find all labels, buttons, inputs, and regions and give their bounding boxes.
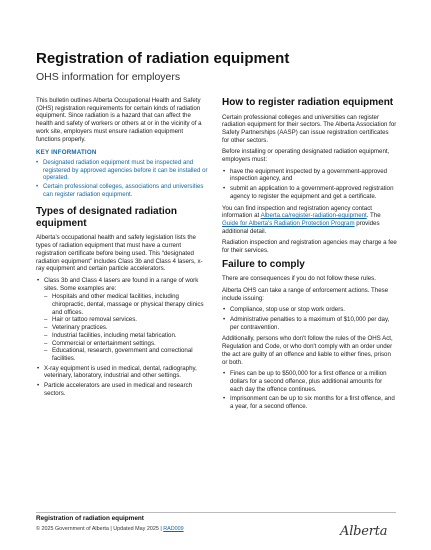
footer-title: Registration of radiation equipment [36,515,144,522]
list-item: • Fines can be up to $500,000 for a first offence or a million dollars for a second offence, plus additional amounts for each day the offence continues. [222,370,397,393]
footer-copyright: © 2025 Government of Alberta | Updated May 2025 | [36,526,164,532]
list-item: • Particle accelerators are used in medical and research sectors. [36,382,208,397]
alberta-logo: Alberta [340,524,388,539]
list-item: • submit an application to a government-approved registration agency to register the equipment and get a certificate. [222,185,397,200]
how-paragraph-3-text: . The [366,212,381,220]
types-paragraph: Alberta's occupational health and safety legislation lists the types of radiation equipment that must have a current registration certificate before being used. This “designated radiation equipment” includes Class 3b and Class 4 lasers, x-ray equipment and certain particle accelerators. [36,234,203,273]
right-column [222,97,397,415]
enforcement-actions-list [222,306,397,331]
header [36,50,396,83]
footer-divider [36,512,396,513]
key-information-box [36,149,208,198]
failure-paragraph-3: Additionally, persons who don't follow the rules of the OHS Act, Regulation and Code, or who don't comply with an order under the act are guilty of an offence and liable to either fines, prison or both. [222,335,393,366]
list-item: • have the equipment inspected by a government-approved inspection agency, and [222,168,397,183]
types-list [36,277,208,398]
list-item: • Administrative penalties to a maximum of $10,000 per day, per contravention. [222,316,397,331]
intro-paragraph: This bulletin outlines Alberta Occupational Health and Safety (OHS) registration requirements for certain kinds of radiation equipment. Since radiation is a hazard that can affect the health and safety of workers or others at or in the vicinity of a work site, employers must ensure radiation equipment functions properly. [36,97,202,143]
page-subtitle: OHS information for employers [36,71,181,83]
list-item: • Compliance, stop use or stop work orders. [222,306,397,314]
lasers-item-text: Class 3b and Class 4 lasers are found in a range of work sites. Some examples are: [44,276,199,292]
list-item: – Commercial or entertainment settings. [44,340,208,348]
how-paragraph-4: Radiation inspection and registration agencies may charge a fee for their services. [222,239,397,255]
list-item [36,277,208,363]
list-item: – Hair or tattoo removal services. [44,316,208,324]
how-paragraph-3-text: provides additional detail. [222,219,380,235]
how-paragraph-1: Certain professional colleges and universities can register radiation equipment for their sectors. The Alberta Association for Safety Partnerships (AASP) can issue registration certificates for other sectors. [222,113,397,144]
penalties-list [222,370,397,411]
register-radiation-equipment-link[interactable]: Alberta.ca/register-radiation-equipment [260,212,367,220]
failure-paragraph-2: Alberta OHS can take a range of enforcement actions. These include issuing: [222,286,389,302]
how-paragraph-2: Before installing or operating designated radiation equipment, employers must: [222,148,390,164]
how-to-register-heading: How to register radiation equipment [222,97,394,108]
key-information-item: • Certain professional colleges, associations and universities can register radiation equipment. [36,183,208,198]
employer-steps-list [222,168,397,201]
radiation-protection-guide-link[interactable]: Guide for Alberta's Radiation Protection Program [222,219,355,227]
laser-examples-list [44,293,208,362]
key-information-heading: KEY INFORMATION [36,149,97,157]
failure-to-comply-heading: Failure to comply [222,258,305,270]
how-paragraph-3-text: You can find inspection and registration agency contact information at [222,204,372,220]
left-column [36,97,208,402]
list-item: – Hospitals and other medical facilities, including chiropractic, dental, massage or physical therapy clinics and offices. [44,293,208,316]
list-item: – Veterinary practices. [44,324,208,332]
types-heading: Types of designated radiation equipment [36,206,177,229]
how-paragraph-3 [222,205,397,236]
footer-code-link[interactable]: RAD009 [163,526,184,532]
list-item: – Industrial facilities, including metal fabrication. [44,332,208,340]
page-title: Registration of radiation equipment [36,50,290,67]
list-item: – Educational, research, government and correctional facilities. [44,347,208,362]
list-item: • Imprisonment can be up to six months for a first offence, and a year, for a second offence. [222,395,397,410]
list-item: • X-ray equipment is used in medical, dental, radiography, veterinary, laboratory, industrial and other settings. [36,365,208,380]
failure-paragraph-1: There are consequences if you do not follow these rules. [222,275,376,283]
key-information-list [36,159,208,199]
key-information-item: • Designated radiation equipment must be inspected and registered by approved agencies before it can be installed or operated. [36,159,208,182]
